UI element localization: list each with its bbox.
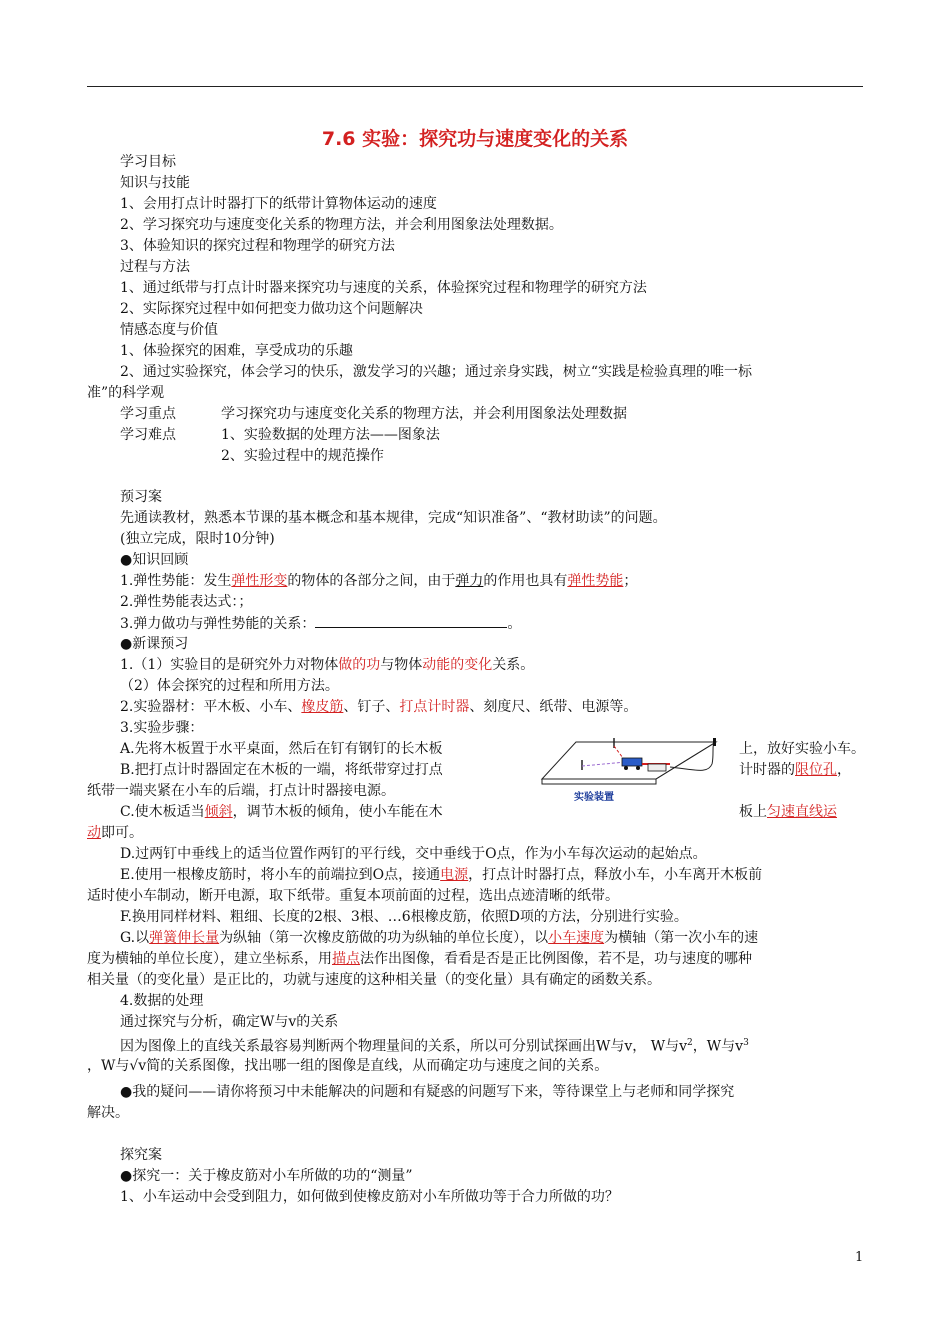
step-c-left: C.使木板适当倾斜，调节木板的倾角，使小车能在木 (120, 804, 443, 820)
purpose-item: 1.（1）实验目的是研究外力对物体做的功与物体动能的变化关系。 (120, 657, 535, 673)
step-b-left: B.把打点计时器固定在木板的一端，将纸带穿过打点 (120, 762, 443, 778)
knowledge-item-2: 2、学习探究功与速度变化关系的物理方法，并会利用图象法处理数据。 (120, 217, 563, 233)
difficulty-label: 学习难点 (120, 427, 176, 443)
step-b-cont: 纸带一端夹紧在小车的后端，打点计时器接电源。 (87, 783, 395, 799)
answer-elastic-deformation: 弹性形变 (231, 573, 288, 589)
step-e: E.使用一根橡皮筋时，将小车的前端拉到O点，接通电源，打点计时器打点，释放小车，小车离开木板前 (120, 867, 763, 883)
emotion-heading: 情感态度与价值 (120, 322, 218, 338)
emotion-item-1: 1、体验探究的困难，享受成功的乐趣 (120, 343, 353, 359)
review-heading: ●知识回顾 (120, 552, 189, 568)
step-a-left: A.先将木板置于水平桌面，然后在钉有钢钉的长木板 (120, 741, 443, 757)
figure-label: 实验装置 (574, 792, 614, 803)
sqrt-v: √v (129, 1058, 147, 1074)
preview-heading: 预习案 (120, 489, 162, 505)
step-b-right: 计时器的限位孔， (739, 762, 851, 778)
step-g-cont-1: 度为横轴的单位长度），建立坐标系，用描点法作出图像，看看是否是正比例图像，若不是，功与速度的哪种 (87, 951, 752, 967)
difficulty-item-1: 1、实验数据的处理方法——图象法 (221, 427, 440, 443)
difficulty-item-2: 2、实验过程中的规范操作 (221, 448, 384, 464)
preview-time: (独立完成，限时10分钟) (120, 531, 275, 547)
review-item-1: 1.弹性势能：发生弹性形变的物体的各部分之间，由于弹力的作用也具有弹性势能； (120, 573, 638, 589)
purpose-item-2: （2）体会探究的过程和所用方法。 (120, 678, 339, 694)
knowledge-item-3: 3、体验知识的探究过程和物理学的研究方法 (120, 238, 395, 254)
emotion-item-2: 2、通过实验探究，体会学习的快乐，激发学习的兴趣；通过亲身实践，树立“实践是检验真理的唯一标 (120, 364, 753, 380)
page-number: 1 (855, 1250, 864, 1265)
process-heading: 过程与方法 (120, 259, 190, 275)
steps-heading: 3.实验步骤： (120, 720, 204, 736)
fill-blank[interactable] (315, 613, 507, 628)
experiment-apparatus-figure (536, 734, 736, 812)
step-e-cont: 适时使小车制动，断开电源，取下纸带。重复本项前面的过程，选出点迹清晰的纸带。 (87, 888, 619, 904)
step-a-right: 上，放好实验小车。 (739, 741, 865, 757)
knowledge-heading: 知识与技能 (120, 175, 190, 191)
preview-intro: 先通读教材，熟悉本节课的基本概念和基本规律，完成“知识准备”、“教材助读”的问题。 (120, 510, 667, 526)
my-questions: ●我的疑问——请你将预习中未能解决的问题和有疑惑的问题写下来，等待课堂上与老师和同学探究 (120, 1084, 735, 1100)
answer-elastic-force: 弹力 (455, 573, 484, 589)
process-item-1: 1、通过纸带与打点计时器来探究功与速度的关系，体验探究过程和物理学的研究方法 (120, 280, 647, 296)
emotion-item-2-cont: 准”的科学观 (87, 385, 165, 401)
goals-heading: 学习目标 (120, 154, 176, 170)
new-lesson-heading: ●新课预习 (120, 636, 189, 652)
my-questions-cont: 解决。 (87, 1105, 129, 1121)
explore-topic-1: ●探究一：关于橡皮筋对小车所做的功的“测量” (120, 1168, 413, 1184)
data-processing-1: 通过探究与分析，确定W与v的关系 (120, 1014, 339, 1030)
step-c-right: 板上匀速直线运 (739, 804, 837, 820)
header-rule (87, 86, 863, 87)
key-point-label: 学习重点 (120, 406, 176, 422)
step-g: G.以弹簧伸长量为纵轴（第一次橡皮筋做的功为纵轴的单位长度），以小车速度为横轴（第一次小车的速 (120, 930, 759, 946)
data-processing-2: 因为图像上的直线关系最容易判断两个物理量间的关系，所以可分别试探画出W与v， W与$v^2$，W与$v^3$ (120, 1038, 749, 1055)
key-point-text: 学习探究功与速度变化关系的物理方法，并会利用图象法处理数据 (221, 406, 627, 422)
explore-heading: 探究案 (120, 1147, 162, 1163)
data-processing-3: ，W与√v简的关系图像，找出哪一组的图像是直线，从而确定功与速度之间的关系。 (87, 1058, 609, 1074)
review-item-3: 3.弹力做功与弹性势能的关系： 。 (120, 613, 521, 634)
data-processing-heading: 4.数据的处理 (120, 993, 204, 1009)
equipment-item: 2.实验器材：平木板、小车、橡皮筋、钉子、打点计时器、刻度尺、纸带、电源等。 (120, 699, 638, 715)
step-d: D.过两钉中垂线上的适当位置作两钉的平行线，交中垂线于O点，作为小车每次运动的起始点。 (120, 846, 707, 862)
step-g-cont-2: 相关量（的变化量）是正比的，功就与速度的这种相关量（的变化量）具有确定的函数关系。 (87, 972, 661, 988)
step-f: F.换用同样材料、粗细、长度的2根、3根、…6根橡皮筋，依照D项的方法，分别进行实验。 (120, 909, 688, 925)
process-item-2: 2、实际探究过程中如何把变力做功这个问题解决 (120, 301, 423, 317)
answer-elastic-potential-energy: 弹性势能 (567, 573, 624, 589)
step-c-cont: 动即可。 (87, 825, 143, 841)
explore-question-1: 1、小车运动中会受到阻力，如何做到使橡皮筋对小车所做功等于合力所做的功？ (120, 1189, 619, 1205)
review-item-2: 2.弹性势能表达式：； (120, 594, 253, 610)
page-title: 7.6 实验：探究功与速度变化的关系 (321, 128, 629, 150)
knowledge-item-1: 1、会用打点计时器打下的纸带计算物体运动的速度 (120, 196, 437, 212)
